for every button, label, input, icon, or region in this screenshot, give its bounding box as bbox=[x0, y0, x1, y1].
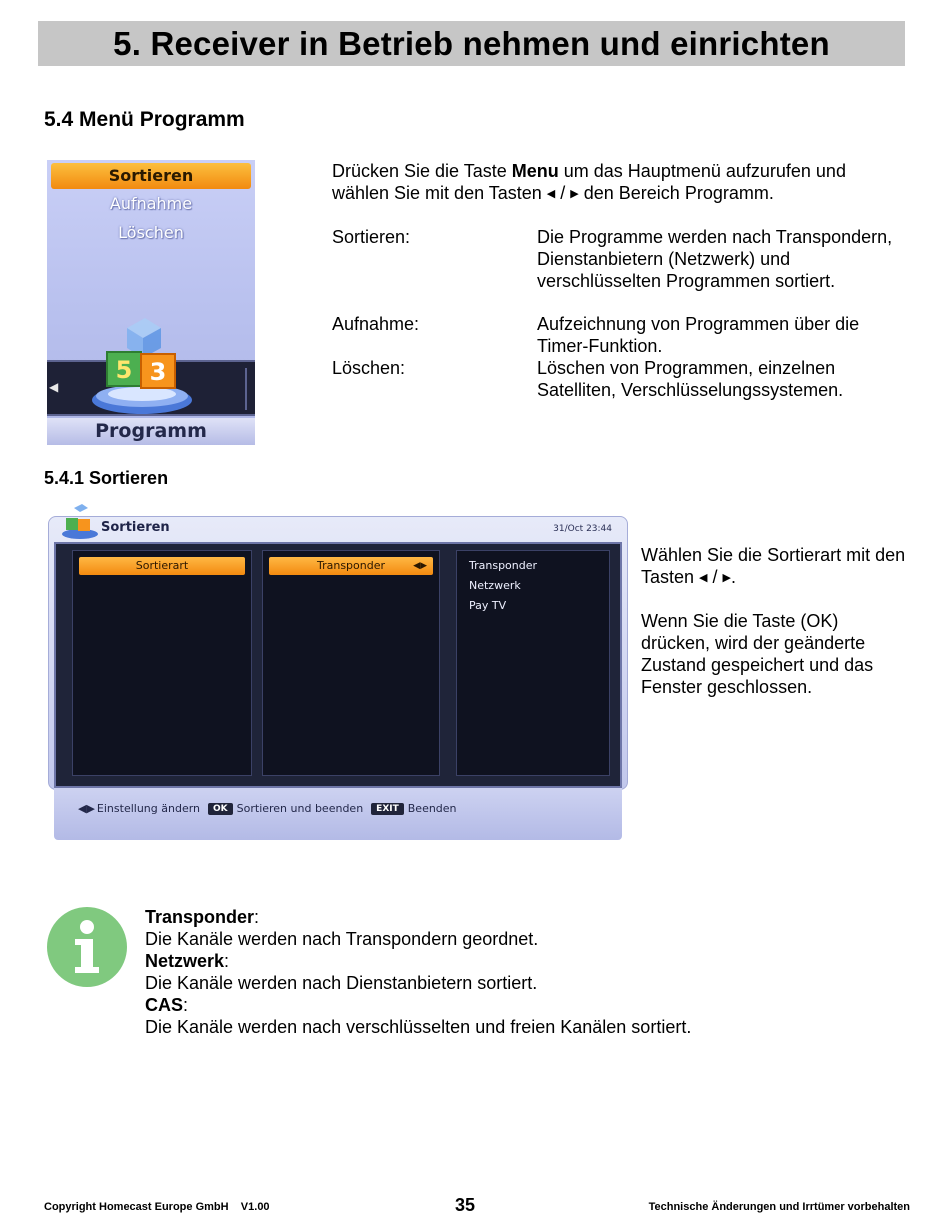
definition-text-loeschen: Löschen von Programmen, einzelnen Satelliten, Verschlüsselungssystemen. bbox=[537, 358, 844, 400]
intro-text: Drücken Sie die Taste bbox=[332, 161, 512, 181]
sort-options-panel bbox=[456, 550, 610, 776]
period: . bbox=[731, 567, 737, 587]
disclaimer: Technische Änderungen und Irrtümer vorbehalten bbox=[648, 1201, 910, 1213]
arrow-left-icon[interactable]: ◀ bbox=[49, 380, 59, 394]
copyright-notice: Copyright Homecast Europe GmbH V1.00 bbox=[44, 1201, 270, 1213]
colon: : bbox=[224, 951, 230, 971]
sort-window-title: Sortieren bbox=[101, 520, 170, 535]
sort-value-panel bbox=[262, 550, 440, 776]
block-digit-5: 5 bbox=[115, 356, 133, 384]
menu-footer-label: Programm bbox=[47, 418, 255, 445]
page-number: 35 bbox=[455, 1195, 476, 1215]
menu-item-sortieren[interactable]: Sortieren bbox=[51, 163, 251, 189]
sort-type-value: Transponder bbox=[316, 559, 386, 572]
section-title: 5.4 Menü Programm bbox=[44, 108, 245, 131]
menu-item-loeschen[interactable]: Löschen bbox=[118, 223, 184, 242]
info-desc-cas: Die Kanäle werden nach verschlüsselten und freien Kanälen sortiert. bbox=[145, 1017, 692, 1037]
option-pay-tv[interactable]: Pay TV bbox=[469, 599, 507, 612]
intro-text-2: um das Hauptmenü aufzurufen und wählen Sie mit den Tasten bbox=[332, 161, 846, 203]
arrow-right-icon: ▶ bbox=[722, 572, 731, 584]
help-row bbox=[78, 802, 457, 815]
sort-screen-screenshot bbox=[48, 502, 630, 842]
info-term-row bbox=[145, 950, 905, 972]
help-change-setting: Einstellung ändern bbox=[96, 802, 201, 815]
menu-item-aufnahme[interactable]: Aufnahme bbox=[109, 194, 193, 213]
info-notes bbox=[145, 906, 905, 1038]
info-term-netzwerk: Netzwerk bbox=[145, 951, 225, 971]
ok-instructions: Wenn Sie die Taste (OK) drücken, wird der geänderte Zustand gespeichert und das Fenster geschlossen. bbox=[641, 611, 874, 697]
exit-key-badge[interactable]: EXIT bbox=[371, 803, 404, 815]
intro-paragraph bbox=[332, 160, 902, 205]
slash: / bbox=[707, 567, 723, 587]
definition-text-sortieren: Die Programme werden nach Transpondern, Dienstanbietern (Netzwerk) und verschlüsselten Programmen sortiert. bbox=[537, 227, 893, 291]
sortierart-label: Sortierart bbox=[79, 557, 245, 575]
info-term-row bbox=[145, 994, 905, 1016]
program-blocks-icon bbox=[87, 308, 197, 418]
info-icon bbox=[47, 907, 127, 987]
clock-readout: 31/Oct 23:44 bbox=[553, 524, 612, 534]
sort-type-selector[interactable] bbox=[269, 557, 433, 575]
sort-instructions-text: Wählen Sie die Sortierart mit den Tasten bbox=[641, 545, 906, 587]
info-term-cas: CAS bbox=[145, 995, 184, 1015]
chapter-header bbox=[38, 21, 905, 66]
chapter-title: 5. Receiver in Betrieb nehmen und einrichten bbox=[113, 24, 830, 62]
left-right-arrows-icon[interactable]: ◀▶ bbox=[413, 561, 427, 571]
strip-divider bbox=[245, 368, 247, 410]
arrow-right-icon: ▶ bbox=[570, 188, 579, 200]
definition-label-aufnahme: Aufnahme: bbox=[332, 314, 420, 334]
info-desc-transponder: Die Kanäle werden nach Transpondern geordnet. bbox=[145, 929, 539, 949]
colon: : bbox=[183, 995, 189, 1015]
definition-label-sortieren: Sortieren: bbox=[332, 227, 411, 247]
menu-key-label: Menu bbox=[511, 161, 559, 181]
colon: : bbox=[254, 907, 260, 927]
info-term-transponder: Transponder bbox=[145, 907, 255, 927]
slash: / bbox=[555, 183, 571, 203]
program-blocks-icon bbox=[58, 502, 98, 540]
info-desc-netzwerk: Die Kanäle werden nach Dienstanbietern sortiert. bbox=[145, 973, 538, 993]
sort-instructions bbox=[641, 544, 906, 589]
block-digit-3: 3 bbox=[149, 358, 167, 386]
intro-text-3: den Bereich Programm. bbox=[578, 183, 774, 203]
help-sort-and-exit: Sortieren und beenden bbox=[236, 802, 364, 815]
arrow-left-icon: ◀ bbox=[699, 572, 708, 584]
definition-text-aufnahme: Aufzeichnung von Programmen über die Timer-Funktion. bbox=[537, 314, 860, 356]
arrow-left-icon: ◀ bbox=[546, 188, 556, 200]
option-netzwerk[interactable]: Netzwerk bbox=[469, 579, 521, 592]
sort-label-panel bbox=[72, 550, 252, 776]
subsection-title: 5.4.1 Sortieren bbox=[44, 468, 169, 488]
program-menu-screenshot bbox=[47, 160, 255, 445]
help-exit: Beenden bbox=[407, 802, 457, 815]
ok-key-badge[interactable]: OK bbox=[208, 803, 233, 815]
option-transponder[interactable]: Transponder bbox=[469, 559, 538, 572]
info-term-row bbox=[145, 906, 905, 928]
sort-help-bar bbox=[54, 788, 622, 840]
left-right-arrows-icon: ◀▶ bbox=[78, 802, 95, 815]
sort-content-area bbox=[54, 542, 622, 788]
definition-label-loeschen: Löschen: bbox=[332, 358, 406, 378]
